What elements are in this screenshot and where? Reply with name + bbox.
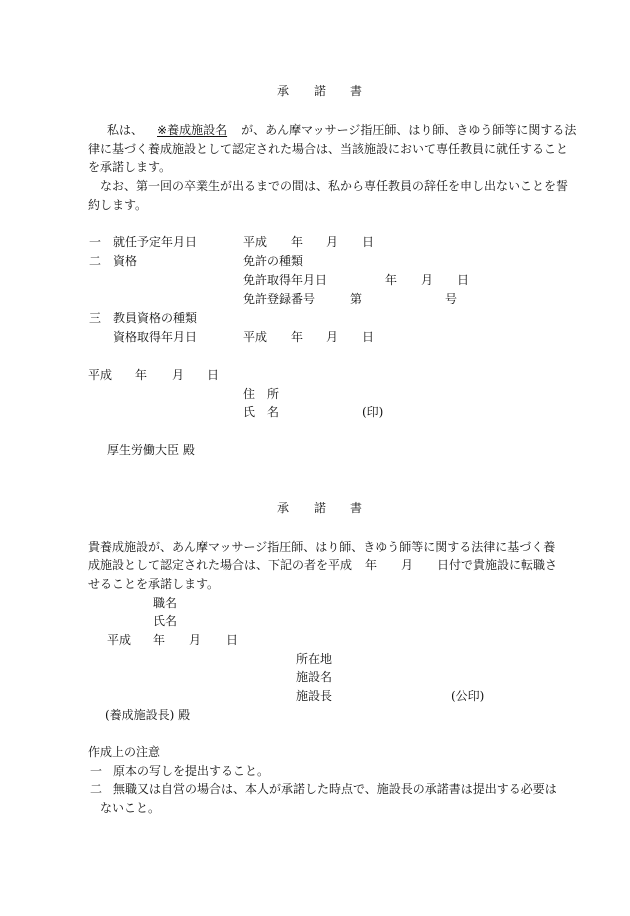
item-number: 三 (89, 311, 102, 325)
month-label: 月 (189, 633, 202, 647)
paragraph-line (88, 539, 555, 555)
month-label: 月 (172, 368, 185, 382)
title-char: 承 (277, 501, 290, 515)
license-type-label: 免許の種類 (243, 254, 304, 268)
person-name-label: 氏名 (153, 614, 178, 628)
year-label: 年 (135, 368, 148, 382)
day-label: 日 (226, 633, 239, 647)
item-number: 一 (89, 235, 102, 249)
address-label: 住 所 (243, 387, 280, 401)
seal-mark: (印) (362, 405, 384, 419)
license-date-label: 免許取得年月日 (243, 273, 328, 287)
era-label: 平成 (107, 633, 132, 647)
note-text: 原本の写しを提出すること。 (113, 764, 270, 778)
paragraph-line: なお、第一回の卒業生が出るまでの間は、私から専任教員の辞任を申し出ないことを誓 (100, 179, 569, 193)
addressee: 厚生労働大臣 殿 (107, 443, 195, 457)
title-char: 書 (350, 84, 363, 98)
facility-name-label: 施設名 (296, 670, 333, 684)
year-label: 年 (385, 273, 398, 287)
paragraph-line: 律に基づく養成施設として認定された場合は、当該施設において専任教員に就任すること (88, 142, 569, 156)
official-seal-mark: (公印) (451, 689, 485, 703)
year-label: 年 (153, 633, 166, 647)
paragraph-line: せることを承諾します。 (88, 577, 220, 591)
paragraph-line: 日付で貴施設に転職さ (437, 558, 558, 572)
number-prefix: 第 (350, 292, 363, 306)
month-label: 月 (326, 235, 339, 249)
note-text: ないこと。 (100, 801, 161, 815)
item-label: 教員資格の種類 (113, 311, 198, 325)
era-label: 平成 (243, 330, 268, 344)
title-char: 諾 (314, 84, 327, 98)
qualification-date-label: 資格取得年月日 (113, 330, 198, 344)
text: 貴養成施設が、あん摩マッサージ指圧師、はり師、きゆう師等に関する法律に基づく養 (88, 540, 556, 554)
year-label: 年 (365, 558, 378, 572)
item-number: 二 (89, 254, 102, 268)
title-char: 諾 (314, 501, 327, 515)
notes-heading: 作成上の注意 (88, 745, 161, 759)
facility-head-label: 施設長 (296, 689, 333, 703)
paragraph-line: 約します。 (88, 198, 148, 212)
year-label: 年 (291, 235, 304, 249)
paragraph-line: 成施設として認定された場合は、下記の者を平成 (88, 558, 353, 572)
year-label: 年 (291, 330, 304, 344)
note-text: 無職又は自営の場合は、本人が承諾した時点で、施設長の承諾書は提出する必要は (113, 782, 557, 796)
era-label: 平成 (88, 368, 113, 382)
day-label: 日 (362, 235, 375, 249)
text: が、あん摩マッサージ指圧師、はり師、きゆう師等に関する法 (241, 123, 577, 137)
item-label: 就任予定年月日 (113, 235, 198, 249)
addressee: (養成施設長) 殿 (105, 708, 191, 722)
title-char: 承 (277, 84, 290, 98)
number-suffix: 号 (445, 292, 458, 306)
day-label: 日 (457, 273, 470, 287)
day-label: 日 (362, 330, 375, 344)
month-label: 月 (326, 330, 339, 344)
note-number: 一 (90, 764, 103, 778)
job-title-label: 職名 (153, 596, 178, 610)
month-label: 月 (421, 273, 434, 287)
paragraph-line: を承諾します。 (88, 160, 172, 174)
paragraph-line (107, 122, 576, 138)
title-char: 書 (350, 501, 363, 515)
era-label: 平成 (243, 235, 268, 249)
text: 私は、 (107, 123, 144, 137)
license-number-label: 免許登録番号 (243, 292, 316, 306)
name-label: 氏 名 (243, 405, 280, 419)
day-label: 日 (207, 368, 220, 382)
note-number: 二 (90, 782, 103, 796)
item-label: 資格 (113, 254, 138, 268)
month-label: 月 (401, 558, 414, 572)
facility-name-field[interactable]: ※養成施設名 (157, 123, 228, 137)
location-label: 所在地 (296, 652, 333, 666)
